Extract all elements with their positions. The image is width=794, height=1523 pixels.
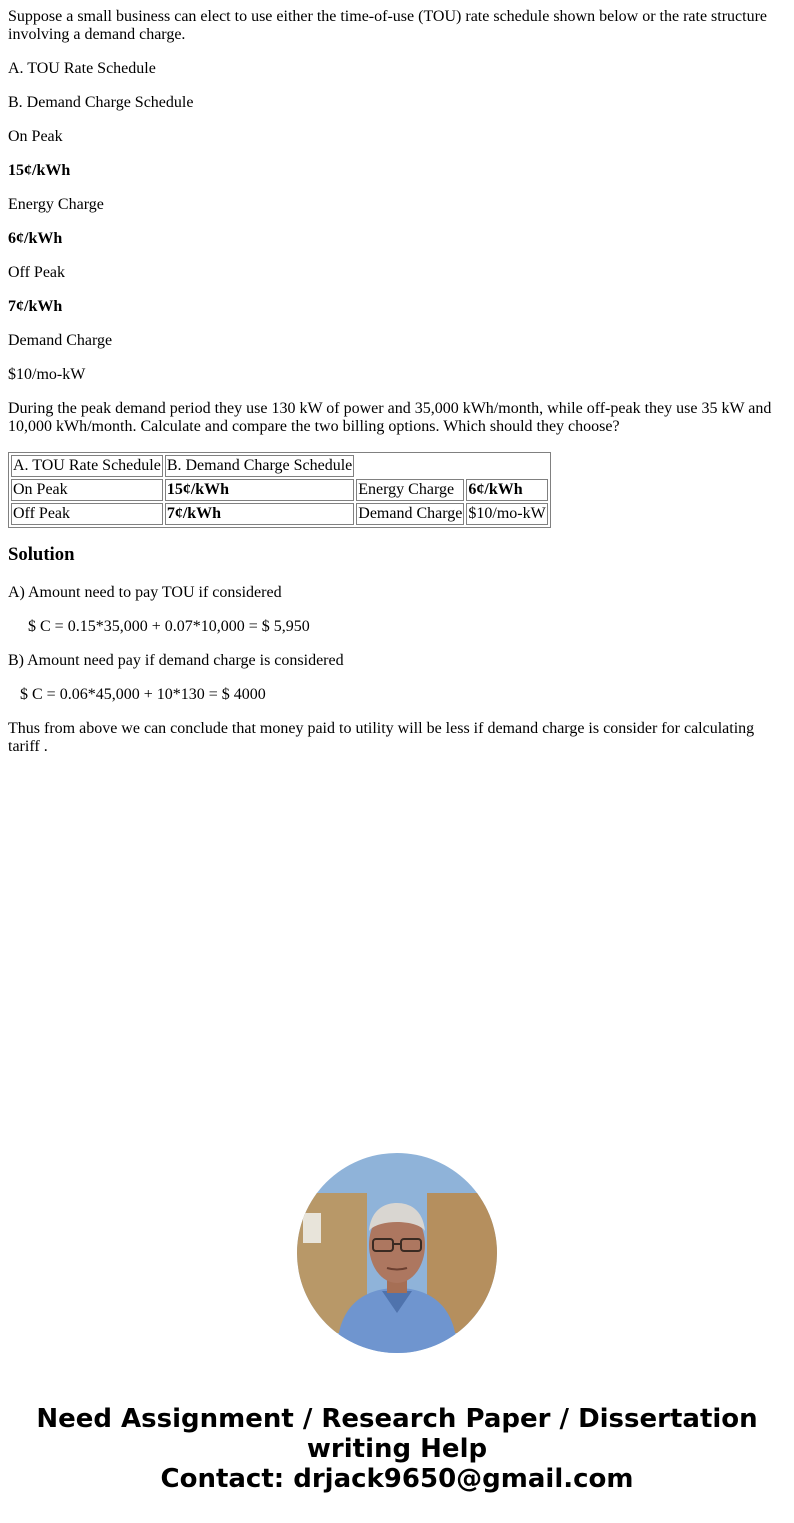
list-item: Energy Charge — [8, 196, 104, 213]
solution-part-a-equation: $ C = 0.15*35,000 + 0.07*10,000 = $ 5,950 — [28, 618, 310, 635]
table-cell: Off Peak — [11, 503, 163, 525]
table-cell: $10/mo-kW — [466, 503, 547, 525]
table-row — [11, 503, 548, 525]
table-cell: On Peak — [11, 479, 163, 501]
footer-advertisement — [0, 1404, 794, 1494]
list-item: 15¢/kWh — [8, 162, 71, 179]
table-cell: Energy Charge — [356, 479, 464, 501]
list-item: $10/mo-kW — [8, 366, 86, 383]
solution-conclusion: Thus from above we can conclude that money paid to utility will be less if demand charge is consider for calculating tariff . — [8, 720, 755, 755]
list-item: Demand Charge — [8, 332, 113, 349]
table-cell: Demand Charge — [356, 503, 464, 525]
table-cell: 7¢/kWh — [165, 503, 354, 525]
question-intro: Suppose a small business can elect to use either the time-of-use (TOU) rate schedule shown below or the rate structure involving a demand charge. — [8, 8, 768, 43]
solution-part-b-equation: $ C = 0.06*45,000 + 10*130 = $ 4000 — [20, 686, 266, 703]
list-item: 7¢/kWh — [8, 298, 63, 315]
list-item: 6¢/kWh — [8, 230, 63, 247]
table-header-cell: B. Demand Charge Schedule — [165, 455, 354, 477]
tutor-avatar — [297, 1153, 497, 1353]
list-item: Off Peak — [8, 264, 66, 281]
solution-part-a-label: A) Amount need to pay TOU if considered — [8, 584, 282, 601]
table-row — [11, 455, 548, 477]
footer-line: Need Assignment / Research Paper / Dissertation — [36, 1404, 758, 1434]
list-item: B. Demand Charge Schedule — [8, 94, 194, 111]
solution-part-b-label: B) Amount need pay if demand charge is considered — [8, 652, 344, 669]
footer-line: writing Help — [306, 1434, 488, 1464]
document-body — [8, 8, 786, 772]
rate-table — [8, 452, 551, 528]
table-cell: 6¢/kWh — [466, 479, 547, 501]
usage-description: During the peak demand period they use 130 kW of power and 35,000 kWh/month, while off-peak they use 35 kW and 10,000 kWh/month. Calculate and compare the two billing options. Which should they choose? — [8, 400, 772, 435]
list-item: On Peak — [8, 128, 63, 145]
footer-contact: Contact: drjack9650@gmail.com — [160, 1464, 634, 1494]
solution-heading: Solution — [8, 544, 75, 565]
list-item: A. TOU Rate Schedule — [8, 60, 156, 77]
table-row — [11, 479, 548, 501]
avatar-portrait-image — [297, 1153, 497, 1353]
table-header-cell: A. TOU Rate Schedule — [11, 455, 163, 477]
table-cell: 15¢/kWh — [165, 479, 354, 501]
